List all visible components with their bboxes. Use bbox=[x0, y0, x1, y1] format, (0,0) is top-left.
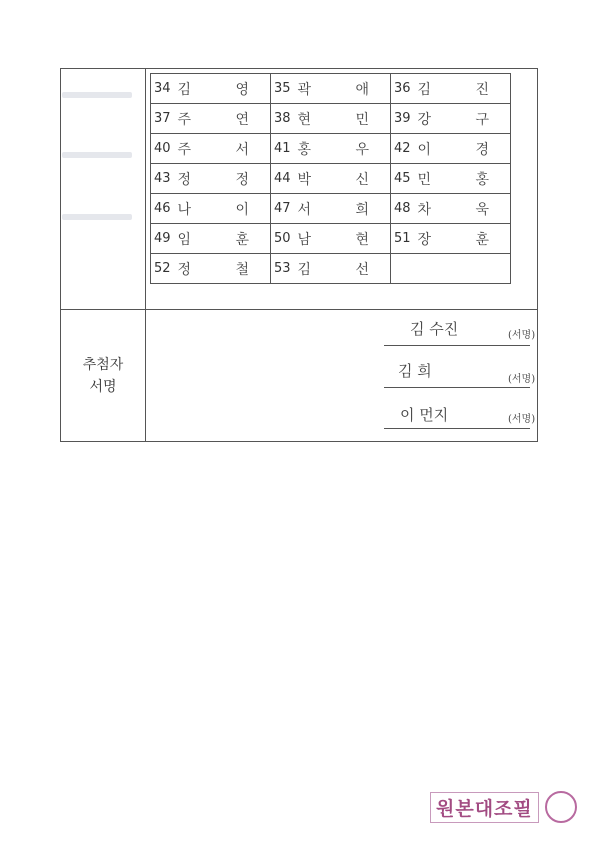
entry-number: 39 bbox=[391, 104, 417, 134]
table-row bbox=[151, 74, 511, 104]
entry-number: 50 bbox=[271, 224, 297, 254]
entry-name bbox=[417, 254, 511, 284]
entry-number: 38 bbox=[271, 104, 297, 134]
entry-name: 이 경 bbox=[417, 134, 511, 164]
entry-number: 46 bbox=[151, 194, 177, 224]
original-copy-stamp bbox=[430, 790, 578, 824]
entry-name: 장 훈 bbox=[417, 224, 511, 254]
table-row bbox=[151, 134, 511, 164]
entry-name: 곽 애 bbox=[297, 74, 391, 104]
signer-label-line2: 서명 bbox=[89, 378, 117, 395]
entry-number: 35 bbox=[271, 74, 297, 104]
entry-name: 김 진 bbox=[417, 74, 511, 104]
entry-number: 44 bbox=[271, 164, 297, 194]
entry-name: 강 구 bbox=[417, 104, 511, 134]
signature-line bbox=[384, 387, 530, 388]
entry-name: 홍 우 bbox=[297, 134, 391, 164]
stamp-text: 원본대조필 bbox=[430, 792, 539, 823]
entry-name: 차 욱 bbox=[417, 194, 511, 224]
signature-mark: (서명) bbox=[508, 374, 536, 385]
entry-name: 임 훈 bbox=[177, 224, 271, 254]
entry-number: 47 bbox=[271, 194, 297, 224]
signature-name: 김 수진 bbox=[410, 320, 459, 338]
entry-number bbox=[391, 254, 417, 284]
entry-name: 주 연 bbox=[177, 104, 271, 134]
table-row bbox=[151, 224, 511, 254]
entry-name: 박 신 bbox=[297, 164, 391, 194]
entry-number: 40 bbox=[151, 134, 177, 164]
entry-number: 43 bbox=[151, 164, 177, 194]
signature-line bbox=[384, 428, 530, 429]
signer-label bbox=[61, 309, 145, 442]
signature-name: 이 먼지 bbox=[400, 406, 449, 424]
entry-name: 김 선 bbox=[297, 254, 391, 284]
signature-mark: (서명) bbox=[508, 414, 536, 425]
entry-number: 51 bbox=[391, 224, 417, 254]
entry-name: 정 정 bbox=[177, 164, 271, 194]
signature-name: 김 희 bbox=[398, 362, 432, 380]
signature-mark: (서명) bbox=[508, 330, 536, 341]
entry-number: 42 bbox=[391, 134, 417, 164]
table-row bbox=[151, 164, 511, 194]
entry-number: 52 bbox=[151, 254, 177, 284]
entry-number: 41 bbox=[271, 134, 297, 164]
entry-number: 37 bbox=[151, 104, 177, 134]
entry-number: 36 bbox=[391, 74, 417, 104]
entry-name: 정 철 bbox=[177, 254, 271, 284]
name-table bbox=[150, 73, 511, 284]
frame-divider-vertical bbox=[145, 69, 146, 441]
table-row bbox=[151, 104, 511, 134]
entry-name: 서 희 bbox=[297, 194, 391, 224]
entry-name: 남 현 bbox=[297, 224, 391, 254]
entry-number: 48 bbox=[391, 194, 417, 224]
signature-line bbox=[384, 345, 530, 346]
entry-name: 민 홍 bbox=[417, 164, 511, 194]
seal-icon bbox=[545, 791, 577, 823]
entry-number: 34 bbox=[151, 74, 177, 104]
entry-number: 49 bbox=[151, 224, 177, 254]
entry-name: 현 민 bbox=[297, 104, 391, 134]
entry-name: 나 이 bbox=[177, 194, 271, 224]
entry-number: 53 bbox=[271, 254, 297, 284]
entry-name: 주 서 bbox=[177, 134, 271, 164]
signer-label-line1: 추첨자 bbox=[82, 356, 124, 373]
entry-name: 김 영 bbox=[177, 74, 271, 104]
table-row bbox=[151, 194, 511, 224]
entry-number: 45 bbox=[391, 164, 417, 194]
table-row bbox=[151, 254, 511, 284]
